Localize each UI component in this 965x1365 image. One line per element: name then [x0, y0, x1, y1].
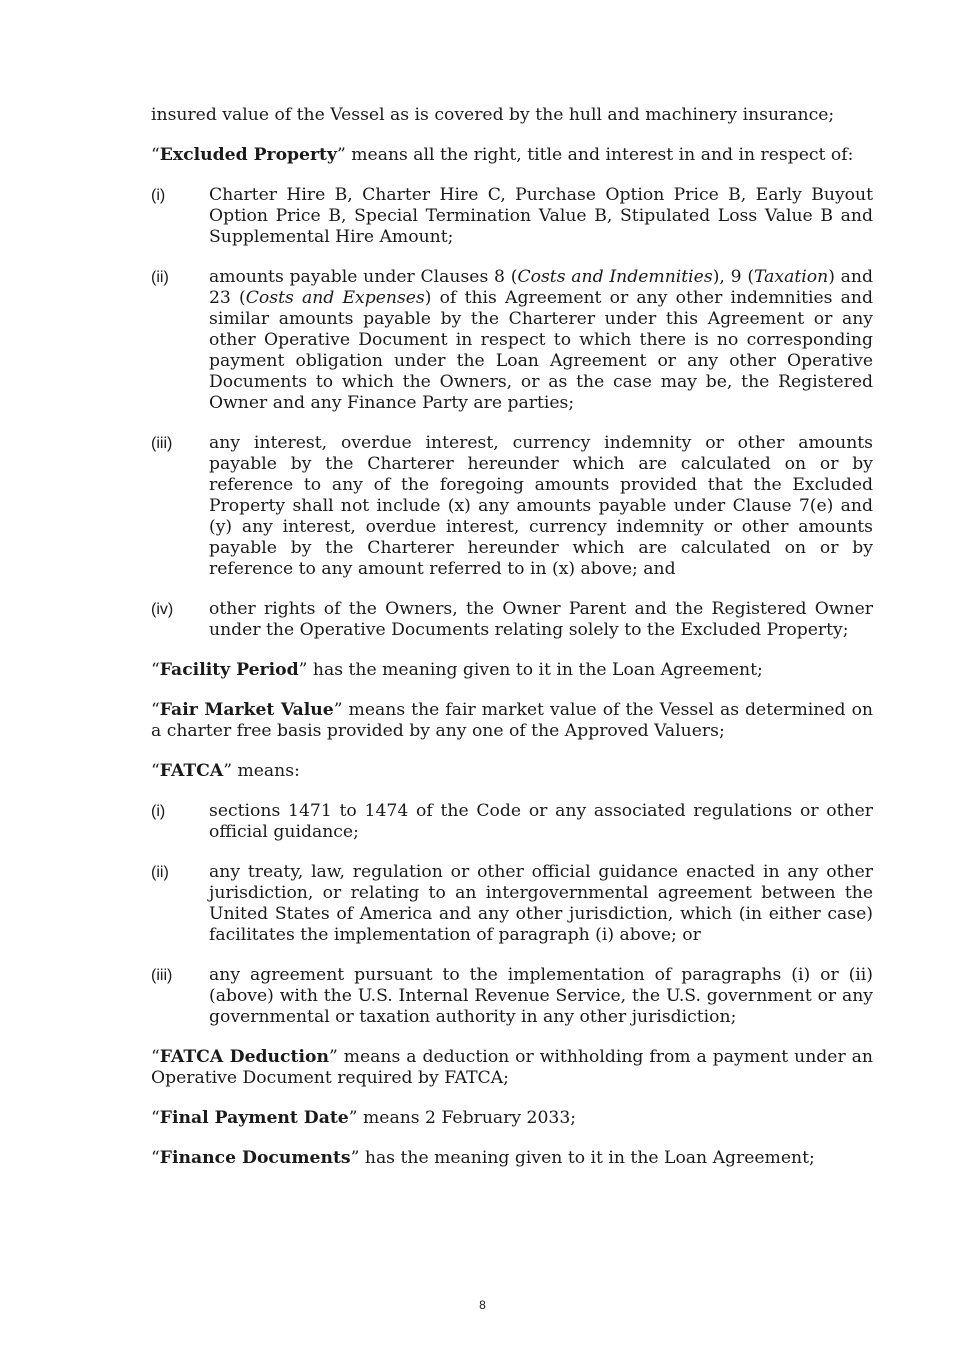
item-text: amounts payable under Clauses 8 (Costs and Indemnities), 9 (Taxation) and 23 (Costs and Expenses) of this Agreement or any other indemnities and similar amounts payable by the Charterer under this Agreement or any other Operative Document in respect to which there is no corresponding payment obligation under the Loan Agreement or any other Operative Documents to which the Owners, or as the case may be, the Registered Owner and any Finance Party are parties; — [209, 267, 873, 413]
list-item — [151, 801, 873, 843]
defined-term: FATCA Deduction — [159, 1047, 329, 1067]
item-text: other rights of the Owners, the Owner Parent and the Registered Owner under the Operative Documents relating solely to the Excluded Property; — [209, 599, 873, 640]
definition-text: has the meaning given to it in the Loan Agreement; — [359, 1148, 815, 1168]
definition-finance-documents: “Finance Documents” has the meaning given to it in the Loan Agreement; — [151, 1148, 815, 1168]
definition-fair-market-value: “Fair Market Value” means the fair market value of the Vessel as determined on a charter free basis provided by any one of the Approved Valuers; — [151, 700, 873, 741]
defined-term: FATCA — [159, 761, 224, 781]
page-content — [151, 105, 873, 1169]
definition-fatca: “FATCA” means: — [151, 761, 300, 781]
continuation-paragraph: insured value of the Vessel as is covered by the hull and machinery insurance; — [151, 105, 835, 125]
definition-final-payment-date: “Final Payment Date” means 2 February 2033; — [151, 1108, 577, 1128]
list-item — [151, 862, 873, 946]
definition-fatca-deduction: “FATCA Deduction” means a deduction or withholding from a payment under an Operative Document required by FATCA; — [151, 1047, 873, 1088]
defined-term: Facility Period — [159, 660, 299, 680]
item-text: any interest, overdue interest, currency indemnity or other amounts payable by the Charterer hereunder which are calculated on or by reference to any of the foregoing amounts provided that the Excluded Property shall not include (x) any amounts payable under Clause 7(e) and (y) any interest, overdue interest, currency indemnity or other amounts payable by the Charterer hereunder which are calculated on or by reference to any amount referred to in (x) above; and — [209, 433, 873, 579]
list-item — [151, 267, 873, 414]
definition-text: means the fair market value of the Vessel as determined on a charter free basis provided by any one of the Approved Valuers; — [151, 700, 873, 741]
item-number: (ii) — [151, 269, 169, 286]
definition-text: has the meaning given to it in the Loan Agreement; — [307, 660, 763, 680]
item-number: (iii) — [151, 435, 173, 452]
item-text: sections 1471 to 1474 of the Code or any associated regulations or other official guidance; — [209, 801, 873, 842]
definition-text: means a deduction or withholding from a payment under an Operative Document required by FATCA; — [151, 1047, 873, 1088]
item-number: (iii) — [151, 967, 173, 984]
list-item — [151, 433, 873, 580]
item-number: (i) — [151, 803, 166, 820]
item-number: (iv) — [151, 601, 174, 618]
definition-text: means all the right, title and interest in and in respect of: — [345, 145, 854, 165]
definition-excluded-property: “Excluded Property” means all the right, title and interest in and in respect of: — [151, 145, 854, 165]
definition-text: means 2 February 2033; — [357, 1108, 577, 1128]
item-text: any agreement pursuant to the implementation of paragraphs (i) or (ii) (above) with the U.S. Internal Revenue Service, the U.S. government or any governmental or taxation authority in any other jurisdiction; — [209, 965, 873, 1027]
defined-term: Fair Market Value — [159, 700, 334, 720]
definition-text: means: — [232, 761, 300, 781]
defined-term: Excluded Property — [159, 145, 337, 165]
list-item — [151, 185, 873, 248]
defined-term: Final Payment Date — [159, 1108, 349, 1128]
defined-term: Finance Documents — [159, 1148, 351, 1168]
item-text: Charter Hire B, Charter Hire C, Purchase Option Price B, Early Buyout Option Price B, Special Termination Value B, Stipulated Loss Value B and Supplemental Hire Amount; — [209, 185, 873, 247]
list-item — [151, 965, 873, 1028]
definition-facility-period: “Facility Period” has the meaning given to it in the Loan Agreement; — [151, 660, 763, 680]
item-number: (ii) — [151, 864, 169, 881]
item-number: (i) — [151, 187, 166, 204]
list-item — [151, 599, 873, 641]
item-text: any treaty, law, regulation or other official guidance enacted in any other jurisdiction, or relating to an intergovernmental agreement between the United States of America and any other jurisdiction, which (in either case) facilitates the implementation of paragraph (i) above; or — [209, 862, 873, 945]
page-number: 8 — [479, 1298, 486, 1312]
